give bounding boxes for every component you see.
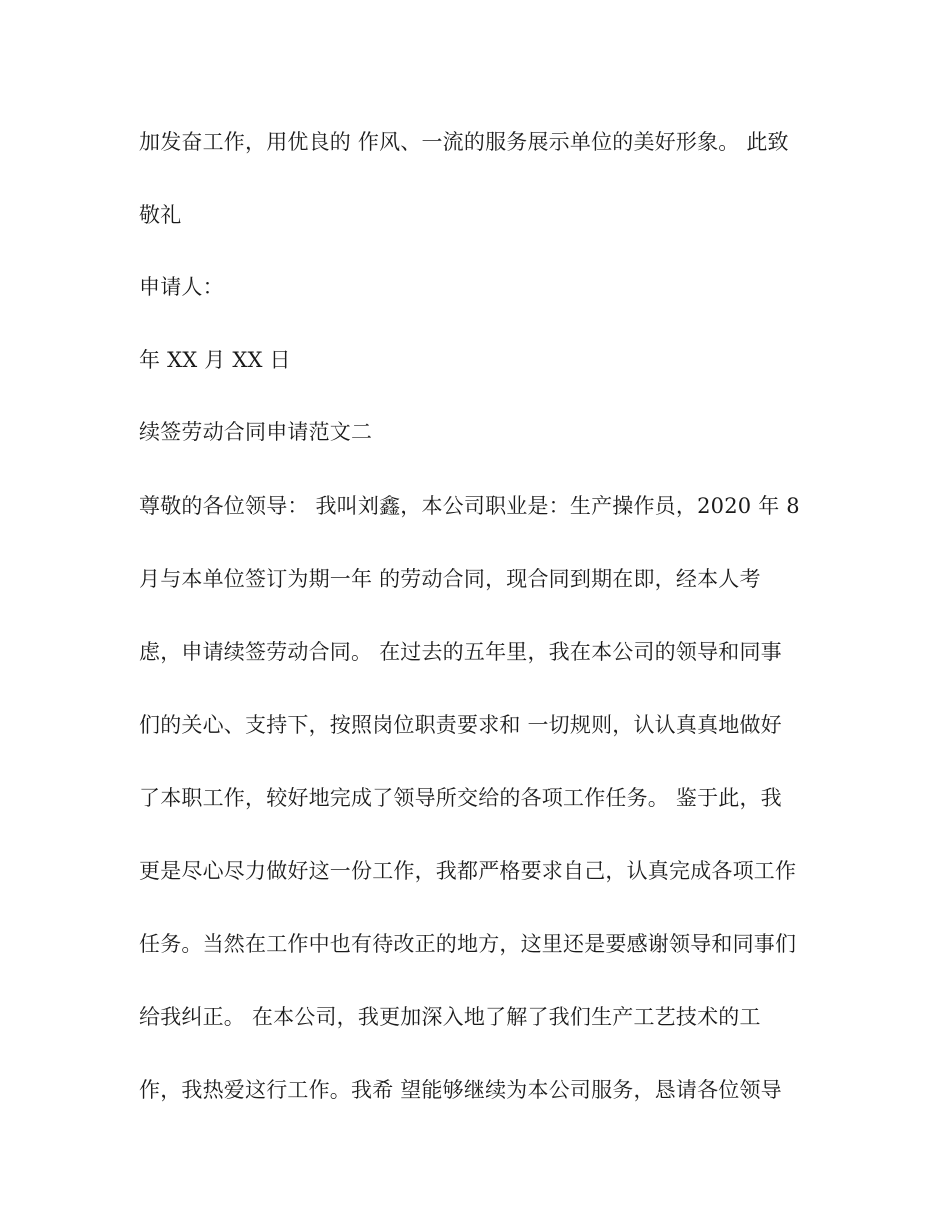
body-text-line: 虑，申请续签劳动合同。 在过去的五年里，我在本公司的领导和同事 — [139, 640, 782, 664]
section-title: 续签劳动合同申请范文二 — [139, 420, 373, 444]
body-text-line: 更是尽心尽力做好这一份工作，我都严格要求自己，认真完成各项工作 — [139, 859, 797, 883]
body-text-line: 任务。当然在工作中也有待改正的地方，这里还是要感谢领导和同事们 — [139, 932, 797, 956]
date-line: 年 XX 月 XX 日 — [139, 348, 291, 372]
body-text-line: 作，我热爱这行工作。我希 望能够继续为本公司服务，恳请各位领导 — [139, 1078, 782, 1102]
body-text-line: 月与本单位签订为期一年 的劳动合同，现合同到期在即，经本人考 — [139, 567, 761, 591]
closing-paragraph-line: 加发奋工作，用优良的 作风、一流的服务展示单位的美好形象。 此致 — [139, 130, 789, 154]
body-text-line: 给我纠正。 在本公司，我更加深入地了解了我们生产工艺技术的工 — [139, 1005, 761, 1029]
applicant-label: 申请人： — [139, 275, 224, 299]
body-text-line: 了本职工作，较好地完成了领导所交给的各项工作任务。 鉴于此，我 — [139, 786, 782, 810]
body-text-line: 尊敬的各位领导： 我叫刘鑫，本公司职业是：生产操作员，2020 年 8 — [139, 494, 800, 518]
body-text-line: 们的关心、支持下，按照岗位职责要求和 一切规则，认认真真地做好 — [139, 713, 782, 737]
salutation-line: 敬礼 — [139, 203, 182, 227]
